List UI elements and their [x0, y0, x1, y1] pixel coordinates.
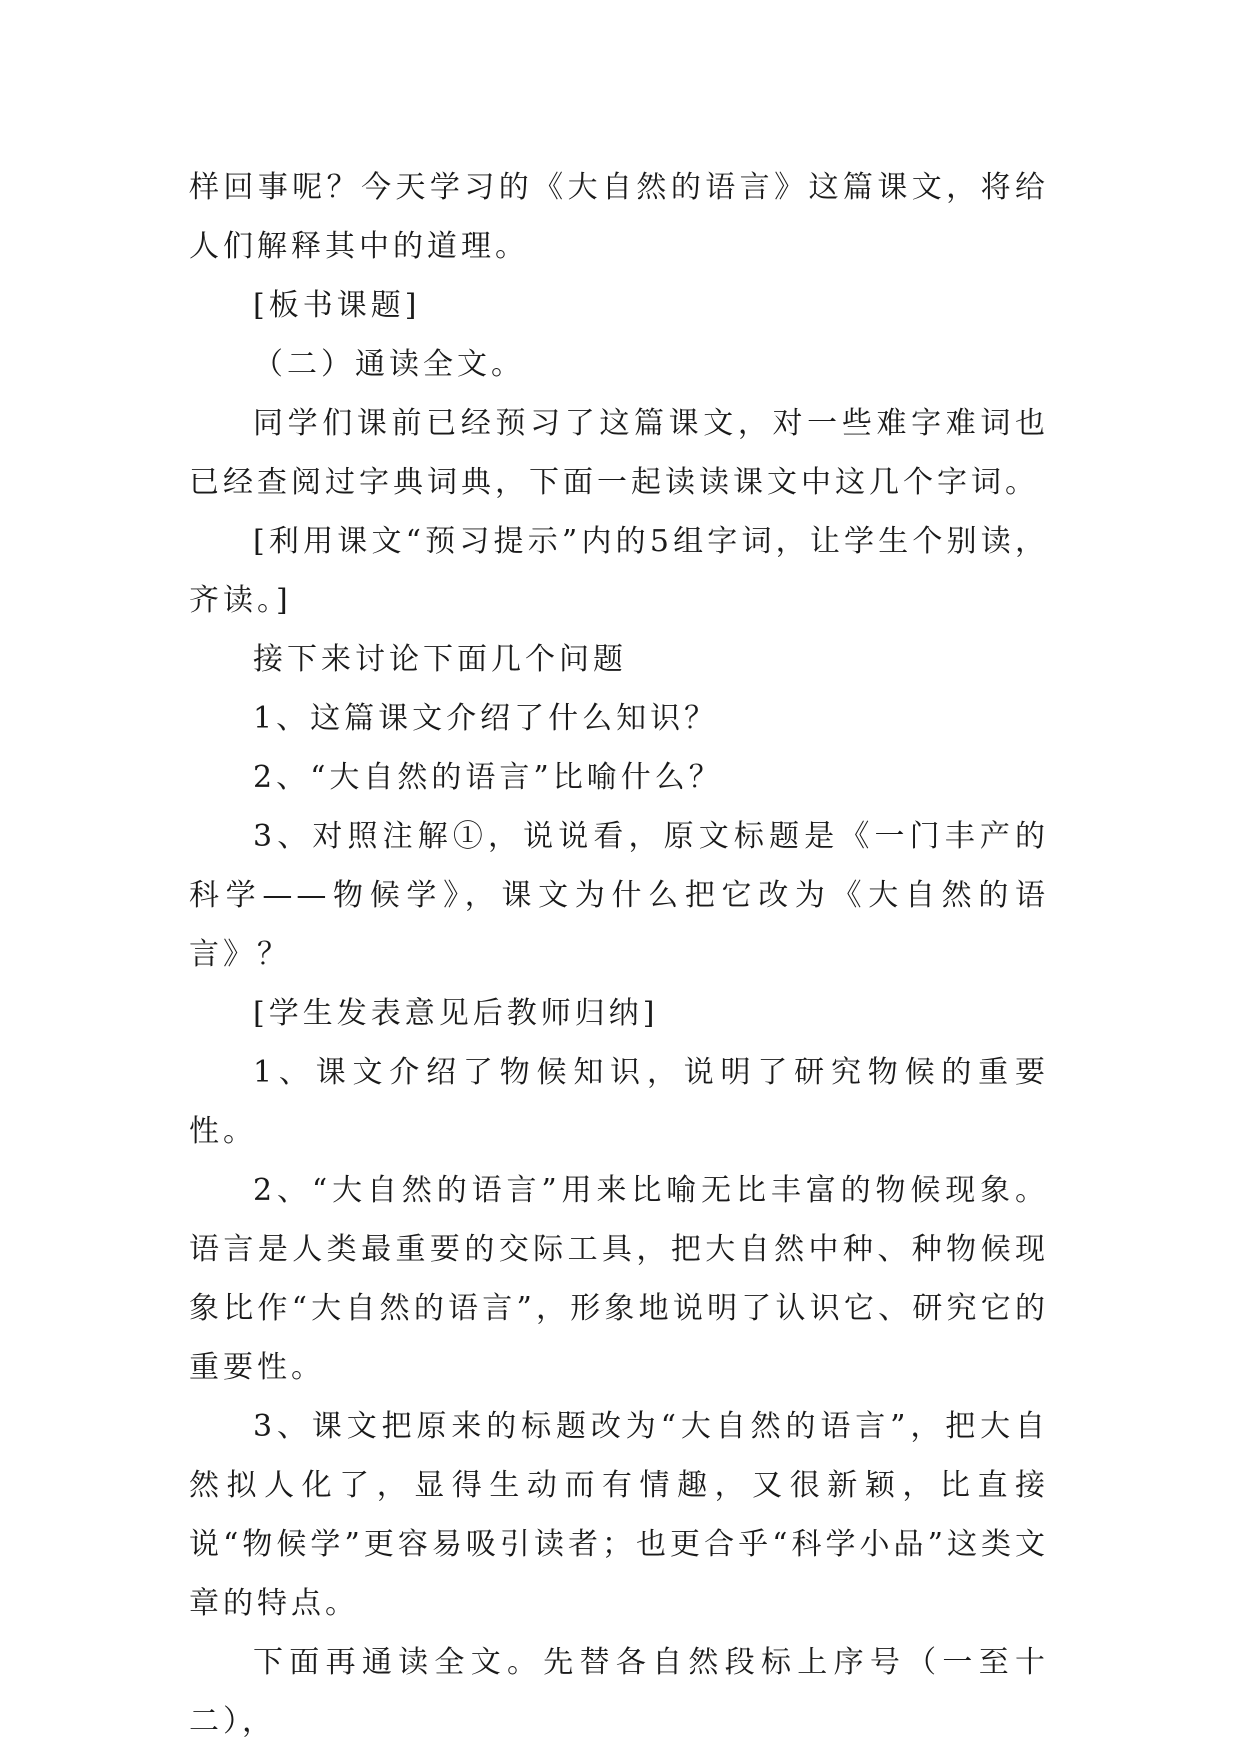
paragraph-section-heading: （二）通读全文。: [253, 347, 525, 382]
question-3: 3、对照注解①，说说看，原文标题是《一门丰产的科学——物候学》，课文为什么把它改为《大自然的语言》？: [189, 819, 1049, 972]
answer-2: 2、“大自然的语言”用来比喻无比丰富的物候现象。语言是人类最重要的交际工具，把大自然中种、种物候现象比作“大自然的语言”，形象地说明了认识它、研究它的重要性。: [189, 1173, 1049, 1385]
document-body: [189, 158, 1049, 1751]
answer-1: 1、课文介绍了物候知识，说明了研究物候的重要性。: [189, 1055, 1049, 1149]
paragraph-summary-note: [学生发表意见后教师归纳]: [253, 996, 659, 1031]
paragraph-discussion-intro: 接下来讨论下面几个问题: [253, 642, 627, 677]
question-1: 1、这篇课文介绍了什么知识？: [253, 701, 719, 736]
paragraph-board-title: [板书课题]: [253, 288, 421, 323]
answer-3: 3、课文把原来的标题改为“大自然的语言”，把大自然拟人化了，显得生动而有情趣，又很新颖，比直接说“物候学”更容易吸引读者；也更合乎“科学小品”这类文章的特点。: [189, 1409, 1049, 1621]
paragraph-preview: 同学们课前已经预习了这篇课文，对一些难字难词也已经查阅过字典词典，下面一起读读课文中这几个字词。: [189, 406, 1049, 500]
paragraph-reread: 下面再通读全文。先替各自然段标上序号（一至十二），: [189, 1645, 1049, 1739]
paragraph-reading-instruction: [利用课文“预习提示”内的5组字词，让学生个别读，齐读。]: [189, 524, 1049, 618]
paragraph-continuation: 样回事呢？今天学习的《大自然的语言》这篇课文，将给人们解释其中的道理。: [189, 170, 1049, 264]
question-2: 2、“大自然的语言”比喻什么？: [253, 760, 723, 795]
